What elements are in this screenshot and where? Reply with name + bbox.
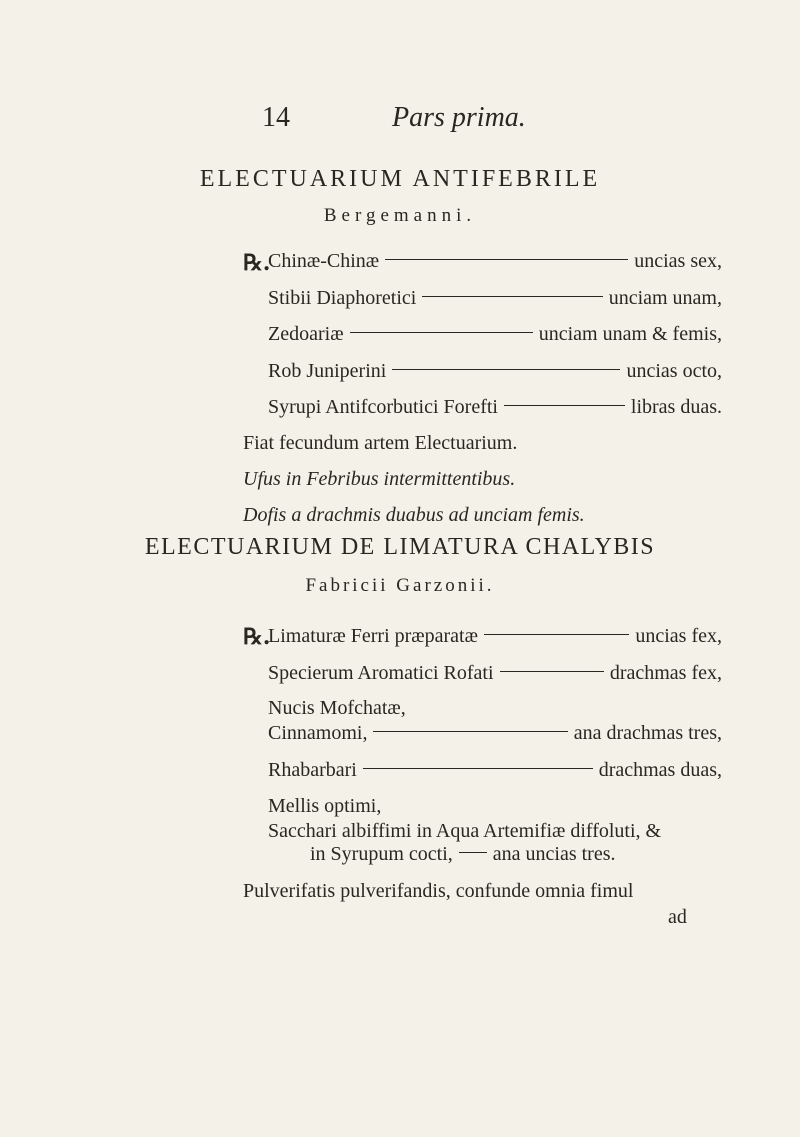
dash-rule xyxy=(363,768,593,769)
ingredient-amount: uncias sex, xyxy=(634,250,722,272)
dash-rule xyxy=(392,369,620,370)
ingredient-line xyxy=(268,722,722,745)
dash-rule xyxy=(373,731,567,732)
dosage-note: Dofis a drachmis duabus ad unciam femis. xyxy=(243,504,585,526)
ingredient-line xyxy=(268,759,722,782)
ingredient-line xyxy=(268,250,722,273)
ingredient-line xyxy=(268,287,722,310)
closing-line: Pulverifatis pulverifandis, confunde omnia fimul xyxy=(243,880,634,902)
ingredient-amount: libras duas. xyxy=(630,396,722,418)
dash-rule xyxy=(500,671,604,672)
ingredient-amount: ana drachmas tres, xyxy=(573,722,722,744)
dash-rule xyxy=(484,634,629,635)
ingredient-name: Sacchari albiffimi in Aqua Artemifiæ diffoluti, & xyxy=(268,820,662,842)
ingredient-amount: unciam unam, xyxy=(608,287,722,309)
ingredient-name: Rhabarbari xyxy=(268,759,357,781)
ingredient-line xyxy=(268,360,722,383)
ingredient-line xyxy=(268,820,661,843)
page-header xyxy=(262,100,562,140)
ingredient-line xyxy=(268,662,722,685)
page-number: 14 xyxy=(262,102,290,133)
ingredient-line xyxy=(310,843,722,866)
ingredient-name: Specierum Aromatici Rofati xyxy=(268,662,494,684)
ingredient-name: Zedoariæ xyxy=(268,323,344,345)
ingredient-line xyxy=(268,323,722,346)
recipe-author: Fabricii Garzonii. xyxy=(305,575,495,596)
ingredient-name: Nucis Mofchatæ, xyxy=(268,697,406,719)
ingredient-amount: unciam unam & femis, xyxy=(538,323,722,345)
recipe-symbol: ℞. xyxy=(243,624,271,650)
recipe-author: Bergemanni. xyxy=(323,205,477,226)
recipe-symbol: ℞. xyxy=(243,250,271,276)
ingredient-name: Chinæ-Chinæ xyxy=(268,250,380,272)
ingredient-name: Cinnamomi, xyxy=(268,722,368,744)
ingredient-name: Rob Juniperini xyxy=(268,360,387,382)
ingredient-line xyxy=(268,795,381,818)
ingredient-name: Mellis optimi, xyxy=(268,795,382,817)
usage-note: Ufus in Febribus intermittentibus. xyxy=(243,468,516,490)
ingredient-amount: drachmas fex, xyxy=(609,662,722,684)
ingredient-amount: uncias fex, xyxy=(635,625,722,647)
ingredient-name: in Syrupum cocti, xyxy=(310,843,453,865)
dash-rule xyxy=(504,405,625,406)
dash-rule xyxy=(350,332,533,333)
ingredient-amount: uncias octo, xyxy=(626,360,722,382)
ingredient-name: Syrupi Antifcorbutici Forefti xyxy=(268,396,498,418)
ingredient-amount: ana uncias tres. xyxy=(492,843,616,865)
ingredient-amount: drachmas duas, xyxy=(598,759,722,781)
dash-rule xyxy=(422,296,602,297)
ingredient-name: Stibii Diaphoretici xyxy=(268,287,417,309)
catchword: ad xyxy=(668,906,687,928)
preparation-instruction: Fiat fecundum artem Electuarium. xyxy=(243,432,518,454)
ingredient-line xyxy=(268,396,722,419)
recipe-title: ELECTUARIUM DE LIMATURA CHALYBIS xyxy=(144,534,656,560)
dash-rule xyxy=(459,852,487,853)
ingredient-line xyxy=(268,625,722,648)
recipe-title: ELECTUARIUM ANTIFEBRILE xyxy=(199,166,601,192)
ingredient-name: Limaturæ Ferri præparatæ xyxy=(268,625,478,647)
dash-rule xyxy=(385,259,628,260)
running-title: Pars prima. xyxy=(392,102,526,133)
ingredient-line xyxy=(268,697,406,720)
